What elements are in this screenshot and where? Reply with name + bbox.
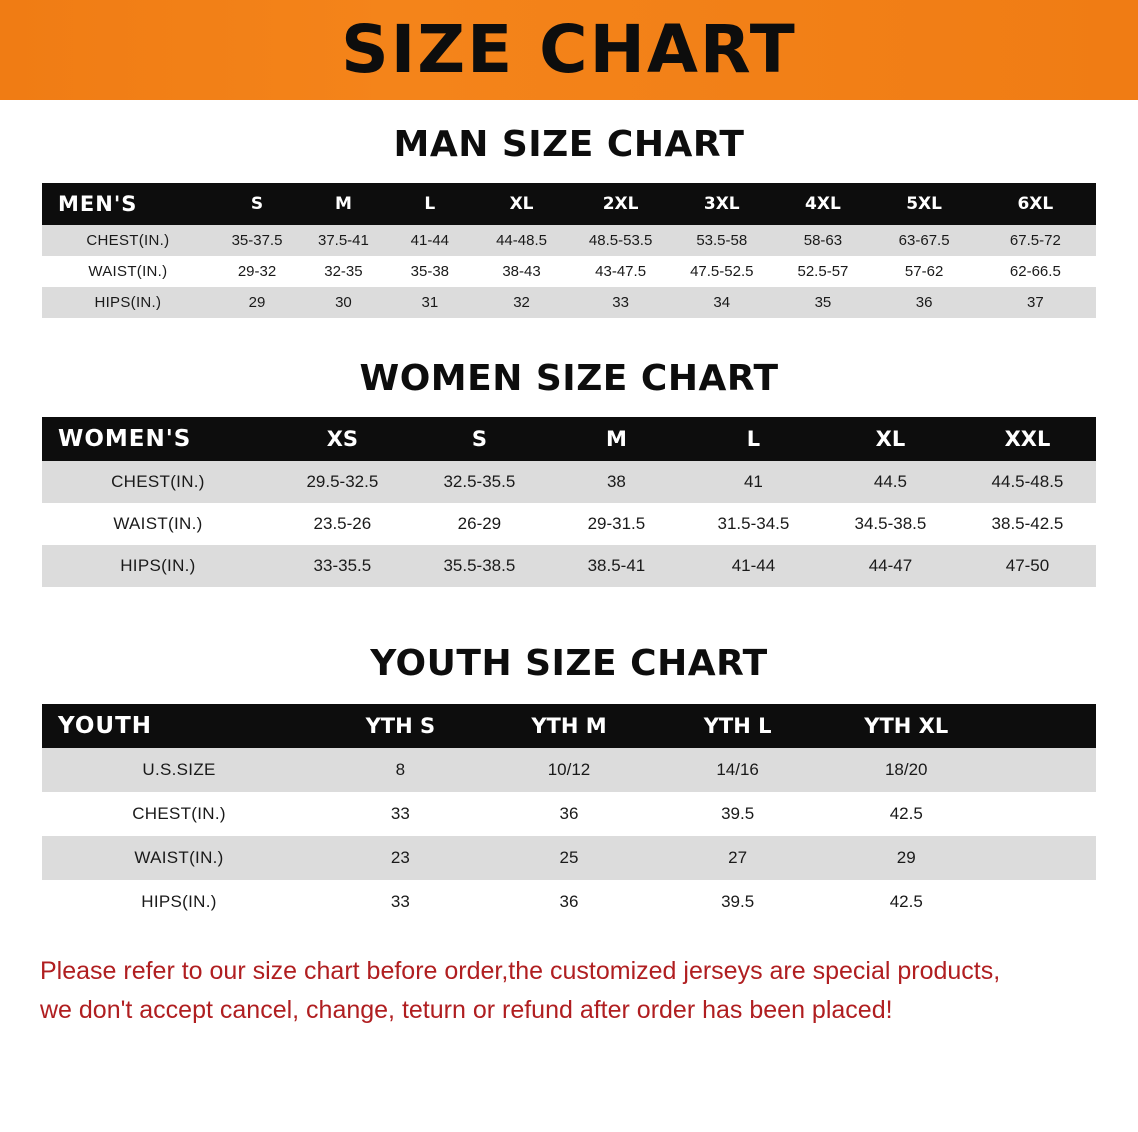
women-table-header — [42, 417, 1096, 461]
men-cell-0-8: 67.5-72 — [975, 225, 1096, 256]
men-cell-2-6: 35 — [772, 287, 873, 318]
women-size-col-2: M — [548, 417, 685, 461]
men-cell-1-4: 43-47.5 — [570, 256, 671, 287]
policy-note-line-2: we don't accept cancel, change, teturn or refund after order has been placed! — [40, 995, 893, 1024]
youth-size-col-2: YTH L — [653, 704, 822, 748]
women-cell-0-1: 32.5-35.5 — [411, 461, 548, 503]
women-cell-0-0: 29.5-32.5 — [274, 461, 411, 503]
youth-row-label-0: U.S.SIZE — [42, 748, 316, 792]
table-header-row — [42, 417, 1096, 461]
men-cell-2-3: 32 — [473, 287, 570, 318]
women-cell-0-2: 38 — [548, 461, 685, 503]
men-cell-0-5: 53.5-58 — [671, 225, 772, 256]
men-cell-1-3: 38-43 — [473, 256, 570, 287]
men-cell-1-7: 57-62 — [874, 256, 975, 287]
men-cell-1-2: 35-38 — [387, 256, 473, 287]
youth-row-label-1: CHEST(IN.) — [42, 792, 316, 836]
men-cell-2-5: 34 — [671, 287, 772, 318]
men-cell-1-0: 29-32 — [214, 256, 300, 287]
women-table-body — [42, 461, 1096, 587]
table-row — [42, 748, 1096, 792]
men-cell-2-8: 37 — [975, 287, 1096, 318]
man-table-wrapper — [42, 183, 1096, 318]
table-row — [42, 792, 1096, 836]
women-cell-1-1: 26-29 — [411, 503, 548, 545]
youth-cell-2-2: 27 — [653, 836, 822, 880]
men-table-header — [42, 183, 1096, 225]
men-cell-1-8: 62-66.5 — [975, 256, 1096, 287]
table-row — [42, 880, 1096, 924]
youth-cell-0-2: 14/16 — [653, 748, 822, 792]
men-cell-0-0: 35-37.5 — [214, 225, 300, 256]
youth-cell-1-3: 42.5 — [822, 792, 991, 836]
women-section-heading: WOMEN SIZE CHART — [359, 358, 779, 399]
men-size-col-4: 2XL — [570, 183, 671, 225]
women-cell-0-4: 44.5 — [822, 461, 959, 503]
table-header-row — [42, 704, 1096, 748]
youth-size-table — [42, 704, 1096, 924]
youth-cell-spacer-0 — [991, 748, 1096, 792]
men-size-col-7: 5XL — [874, 183, 975, 225]
men-size-col-8: 6XL — [975, 183, 1096, 225]
youth-cell-3-1: 36 — [485, 880, 654, 924]
men-row-label-0: CHEST(IN.) — [42, 225, 214, 256]
youth-table-header — [42, 704, 1096, 748]
men-cell-0-4: 48.5-53.5 — [570, 225, 671, 256]
women-cell-1-4: 34.5-38.5 — [822, 503, 959, 545]
women-cell-1-2: 29-31.5 — [548, 503, 685, 545]
women-size-table — [42, 417, 1096, 587]
youth-cell-2-1: 25 — [485, 836, 654, 880]
men-cell-2-1: 30 — [300, 287, 386, 318]
table-row — [42, 256, 1096, 287]
women-row-label-2: HIPS(IN.) — [42, 545, 274, 587]
men-row-label-1: WAIST(IN.) — [42, 256, 214, 287]
youth-header-spacer — [991, 704, 1096, 748]
youth-size-col-0: YTH S — [316, 704, 485, 748]
men-size-col-0: S — [214, 183, 300, 225]
women-cell-1-5: 38.5-42.5 — [959, 503, 1096, 545]
men-cell-2-4: 33 — [570, 287, 671, 318]
men-cell-0-1: 37.5-41 — [300, 225, 386, 256]
youth-cell-3-2: 39.5 — [653, 880, 822, 924]
men-cell-1-1: 32-35 — [300, 256, 386, 287]
men-cell-2-7: 36 — [874, 287, 975, 318]
women-size-col-5: XXL — [959, 417, 1096, 461]
women-cell-0-5: 44.5-48.5 — [959, 461, 1096, 503]
men-cell-0-2: 41-44 — [387, 225, 473, 256]
women-table-wrapper — [42, 417, 1096, 587]
youth-size-col-1: YTH M — [485, 704, 654, 748]
men-row-label-2: HIPS(IN.) — [42, 287, 214, 318]
women-size-col-1: S — [411, 417, 548, 461]
youth-cell-spacer-1 — [991, 792, 1096, 836]
youth-cell-1-0: 33 — [316, 792, 485, 836]
women-cell-0-3: 41 — [685, 461, 822, 503]
women-cell-2-4: 44-47 — [822, 545, 959, 587]
youth-table-wrapper — [42, 704, 1096, 924]
men-size-table — [42, 183, 1096, 318]
men-size-col-1: M — [300, 183, 386, 225]
men-cell-2-0: 29 — [214, 287, 300, 318]
man-section-heading: MAN SIZE CHART — [393, 124, 745, 165]
women-row-label-1: WAIST(IN.) — [42, 503, 274, 545]
men-size-col-2: L — [387, 183, 473, 225]
policy-note-line-1: Please refer to our size chart before order,the customized jerseys are special products, — [40, 957, 1001, 985]
women-corner-label: WOMEN'S — [42, 417, 274, 461]
page-banner — [0, 0, 1138, 100]
youth-cell-spacer-2 — [991, 836, 1096, 880]
table-row — [42, 225, 1096, 256]
youth-row-label-2: WAIST(IN.) — [42, 836, 316, 880]
table-row — [42, 836, 1096, 880]
table-row — [42, 503, 1096, 545]
youth-cell-2-0: 23 — [316, 836, 485, 880]
youth-cell-2-3: 29 — [822, 836, 991, 880]
women-size-col-4: XL — [822, 417, 959, 461]
youth-table-body — [42, 748, 1096, 924]
women-cell-2-0: 33-35.5 — [274, 545, 411, 587]
women-cell-1-0: 23.5-26 — [274, 503, 411, 545]
youth-cell-spacer-3 — [991, 880, 1096, 924]
women-cell-2-5: 47-50 — [959, 545, 1096, 587]
youth-cell-1-2: 39.5 — [653, 792, 822, 836]
table-row — [42, 545, 1096, 587]
page-title: SIZE CHART — [341, 11, 797, 88]
youth-size-col-3: YTH XL — [822, 704, 991, 748]
men-cell-0-6: 58-63 — [772, 225, 873, 256]
youth-cell-3-3: 42.5 — [822, 880, 991, 924]
youth-cell-3-0: 33 — [316, 880, 485, 924]
table-row — [42, 461, 1096, 503]
youth-corner-label: YOUTH — [42, 704, 316, 748]
women-cell-2-1: 35.5-38.5 — [411, 545, 548, 587]
men-size-col-6: 4XL — [772, 183, 873, 225]
policy-note — [40, 952, 1098, 1030]
youth-cell-0-0: 8 — [316, 748, 485, 792]
table-header-row — [42, 183, 1096, 225]
table-row — [42, 287, 1096, 318]
men-cell-0-3: 44-48.5 — [473, 225, 570, 256]
men-cell-2-2: 31 — [387, 287, 473, 318]
men-table-body — [42, 225, 1096, 318]
youth-cell-1-1: 36 — [485, 792, 654, 836]
youth-cell-0-3: 18/20 — [822, 748, 991, 792]
men-corner-label: MEN'S — [42, 183, 214, 225]
women-size-col-3: L — [685, 417, 822, 461]
youth-section-heading: YOUTH SIZE CHART — [370, 643, 768, 684]
women-cell-1-3: 31.5-34.5 — [685, 503, 822, 545]
men-cell-1-6: 52.5-57 — [772, 256, 873, 287]
men-size-col-5: 3XL — [671, 183, 772, 225]
women-row-label-0: CHEST(IN.) — [42, 461, 274, 503]
youth-cell-0-1: 10/12 — [485, 748, 654, 792]
men-size-col-3: XL — [473, 183, 570, 225]
women-cell-2-2: 38.5-41 — [548, 545, 685, 587]
women-size-col-0: XS — [274, 417, 411, 461]
men-cell-0-7: 63-67.5 — [874, 225, 975, 256]
men-cell-1-5: 47.5-52.5 — [671, 256, 772, 287]
women-cell-2-3: 41-44 — [685, 545, 822, 587]
youth-row-label-3: HIPS(IN.) — [42, 880, 316, 924]
